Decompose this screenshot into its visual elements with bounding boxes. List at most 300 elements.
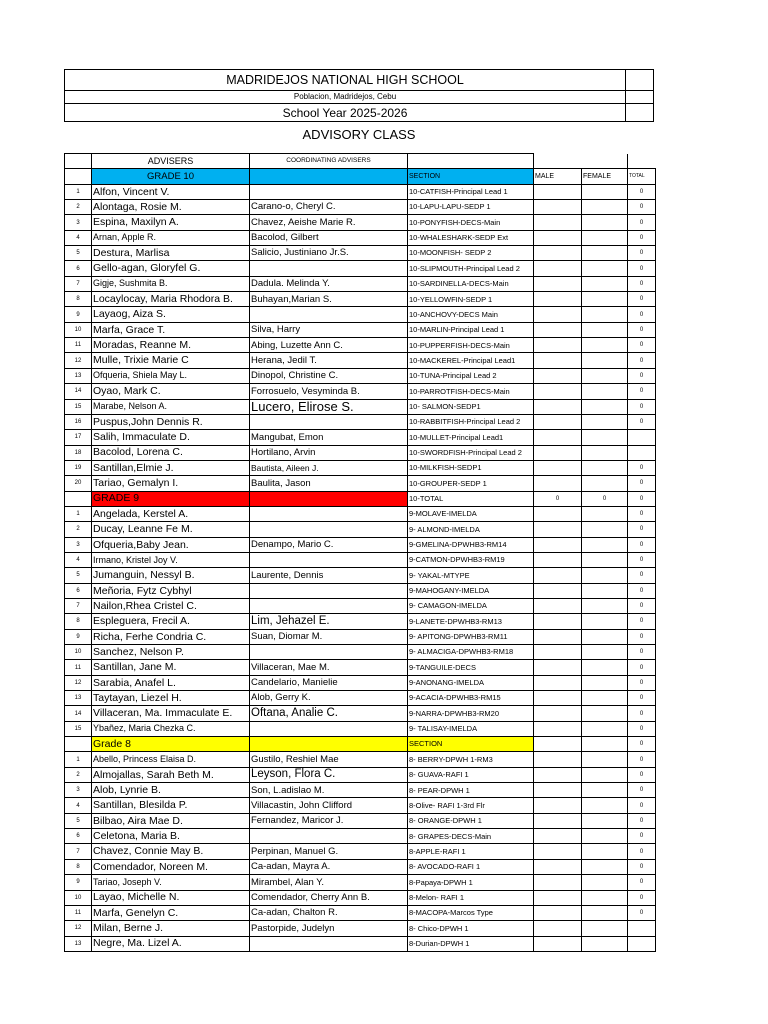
section-name: 9-TANGUILE-DECS	[408, 660, 534, 675]
row-number: 11	[65, 660, 92, 675]
row-number: 12	[65, 675, 92, 690]
row-number: 6	[65, 583, 92, 598]
col-advisers: ADVISERS	[92, 154, 250, 169]
adviser-name: Abello, Princess Elaisa D.	[92, 752, 250, 767]
section-name: 10-GROUPER-SEDP 1	[408, 476, 534, 491]
adviser-name: Layao, Michelle N.	[92, 890, 250, 905]
section-cell: SECTION	[408, 169, 534, 184]
section-name: 9-MOLAVE-IMELDA	[408, 506, 534, 521]
section-name: 9-LANETE-DPWHB3-RM13	[408, 614, 534, 629]
coordinating-adviser: Leyson, Flora C.	[250, 767, 408, 782]
table-row	[65, 445, 656, 460]
male-cell	[534, 783, 582, 798]
female-cell	[582, 583, 628, 598]
female-cell	[582, 783, 628, 798]
row-number: 2	[65, 200, 92, 215]
coordinating-adviser	[250, 552, 408, 567]
total-cell: 0	[628, 706, 656, 721]
table-row	[65, 921, 656, 936]
row-number: 4	[65, 798, 92, 813]
table-row	[65, 936, 656, 951]
adviser-name: Layaog, Aiza S.	[92, 307, 250, 322]
school-address: Poblacion, Madridejos, Cebu	[65, 91, 626, 104]
grade-coord-cell	[250, 169, 408, 184]
grade-header-row	[65, 737, 656, 752]
adviser-name: Salih, Immaculate D.	[92, 430, 250, 445]
table-row	[65, 859, 656, 874]
table-row	[65, 783, 656, 798]
section-cell: 10-TOTAL	[408, 491, 534, 506]
adviser-name: Moradas, Reanne M.	[92, 338, 250, 353]
coordinating-adviser: Baulita, Jason	[250, 476, 408, 491]
total-cell: 0	[628, 675, 656, 690]
column-header-row	[65, 154, 656, 169]
row-number: 4	[65, 552, 92, 567]
grade-header-row	[65, 169, 656, 184]
coordinating-adviser: Pastorpide, Judelyn	[250, 921, 408, 936]
total-cell: 0	[628, 230, 656, 245]
female-cell	[582, 645, 628, 660]
coordinating-adviser	[250, 936, 408, 951]
row-number: 10	[65, 890, 92, 905]
section-name: 8-MACOPA-Marcos Type	[408, 905, 534, 920]
total-cell: 0	[628, 798, 656, 813]
table-row	[65, 384, 656, 399]
total-cell: 0	[628, 752, 656, 767]
section-name: 10-MULLET-Principal Lead1	[408, 430, 534, 445]
female-cell	[582, 230, 628, 245]
row-number: 10	[65, 322, 92, 337]
total-cell: 0	[628, 691, 656, 706]
row-number: 8	[65, 859, 92, 874]
coordinating-adviser	[250, 261, 408, 276]
row-number: 10	[65, 645, 92, 660]
row-number	[65, 737, 92, 752]
row-number	[65, 491, 92, 506]
section-name: 8- PEAR-DPWH 1	[408, 783, 534, 798]
total-cell: 0	[628, 783, 656, 798]
table-row	[65, 767, 656, 782]
female-cell	[582, 798, 628, 813]
table-row	[65, 706, 656, 721]
total-cell: 0	[628, 568, 656, 583]
adviser-name: Milan, Berne J.	[92, 921, 250, 936]
male-cell	[534, 399, 582, 414]
total-cell	[628, 430, 656, 445]
total-cell: 0	[628, 399, 656, 414]
row-number: 8	[65, 614, 92, 629]
section-name: 8-Melon- RAFI 1	[408, 890, 534, 905]
total-cell: 0	[628, 614, 656, 629]
female-cell	[582, 737, 628, 752]
table-row	[65, 338, 656, 353]
row-number: 12	[65, 353, 92, 368]
section-name: 9- TALISAY-IMELDA	[408, 721, 534, 736]
school-header	[64, 69, 654, 122]
adviser-name: Ybañez, Maria Chezka C.	[92, 721, 250, 736]
adviser-name: Santillan,Elmie J.	[92, 460, 250, 475]
section-name: 9- CAMAGON-IMELDA	[408, 598, 534, 613]
section-name: 8-Olive- RAFI 1-3rd Flr	[408, 798, 534, 813]
male-cell	[534, 522, 582, 537]
adviser-name: Nailon,Rhea Cristel C.	[92, 598, 250, 613]
row-number: 13	[65, 691, 92, 706]
coordinating-adviser	[250, 598, 408, 613]
male-cell	[534, 307, 582, 322]
female-cell	[582, 752, 628, 767]
male-cell	[534, 645, 582, 660]
table-row	[65, 614, 656, 629]
adviser-name: Sanchez, Nelson P.	[92, 645, 250, 660]
section-name: 8- AVOCADO-RAFI 1	[408, 859, 534, 874]
row-number: 3	[65, 215, 92, 230]
male-cell	[534, 721, 582, 736]
row-number: 12	[65, 921, 92, 936]
adviser-name: Meñoria, Fytz Cybhyl	[92, 583, 250, 598]
male-cell	[534, 384, 582, 399]
female-cell	[582, 246, 628, 261]
row-number: 3	[65, 537, 92, 552]
table-row	[65, 844, 656, 859]
female-cell	[582, 552, 628, 567]
male-cell	[534, 921, 582, 936]
male-cell	[534, 936, 582, 951]
table-row	[65, 675, 656, 690]
section-name: 10-PARROTFISH-DECS-Main	[408, 384, 534, 399]
section-name: 9-ACACIA-DPWHB3-RM15	[408, 691, 534, 706]
total-cell: 0	[628, 813, 656, 828]
coordinating-adviser: Mangubat, Emon	[250, 430, 408, 445]
female-cell	[582, 875, 628, 890]
adviser-name: Marfa, Grace T.	[92, 322, 250, 337]
grade-coord-cell	[250, 491, 408, 506]
male-cell	[534, 598, 582, 613]
female-cell	[582, 338, 628, 353]
section-name: 8-APPLE-RAFI 1	[408, 844, 534, 859]
male-cell	[534, 660, 582, 675]
row-number: 7	[65, 844, 92, 859]
row-number: 11	[65, 338, 92, 353]
total-cell	[628, 936, 656, 951]
female-cell	[582, 261, 628, 276]
female-cell	[582, 675, 628, 690]
table-row	[65, 261, 656, 276]
male-cell	[534, 338, 582, 353]
adviser-name: Espina, Maxilyn A.	[92, 215, 250, 230]
table-row	[65, 307, 656, 322]
total-cell: 0	[628, 200, 656, 215]
male-cell	[534, 215, 582, 230]
female-cell	[582, 522, 628, 537]
female-cell	[582, 307, 628, 322]
row-number: 9	[65, 307, 92, 322]
total-cell: 0	[628, 767, 656, 782]
female-cell	[582, 706, 628, 721]
section-name: 8- ORANGE-DPWH 1	[408, 813, 534, 828]
row-number: 1	[65, 752, 92, 767]
total-cell: 0	[628, 645, 656, 660]
table-row	[65, 645, 656, 660]
male-cell	[534, 875, 582, 890]
male-cell	[534, 829, 582, 844]
section-name: 8-Durian-DPWH 1	[408, 936, 534, 951]
male-cell	[534, 537, 582, 552]
coordinating-adviser	[250, 414, 408, 429]
male-cell	[534, 629, 582, 644]
section-name: 10-SARDINELLA-DECS-Main	[408, 276, 534, 291]
adviser-name: Arnan, Apple R.	[92, 230, 250, 245]
adviser-name: Tariao, Gemalyn I.	[92, 476, 250, 491]
coordinating-adviser: Alob, Gerry K.	[250, 691, 408, 706]
row-number: 5	[65, 568, 92, 583]
coordinating-adviser: Buhayan,Marian S.	[250, 292, 408, 307]
grade-label: GRADE 10	[92, 169, 250, 184]
row-number: 1	[65, 506, 92, 521]
table-row	[65, 353, 656, 368]
total-cell: 0	[628, 338, 656, 353]
female-cell	[582, 598, 628, 613]
female-cell: 0	[582, 491, 628, 506]
grade-header-row	[65, 491, 656, 506]
female-cell	[582, 430, 628, 445]
total-cell: 0	[628, 829, 656, 844]
female-cell	[582, 506, 628, 521]
section-name: 10-PUPPERFISH-DECS-Main	[408, 338, 534, 353]
female-cell	[582, 660, 628, 675]
coordinating-adviser: Candelario, Manielie	[250, 675, 408, 690]
adviser-name: Irmano, Kristel Joy V.	[92, 552, 250, 567]
total-cell: 0	[628, 276, 656, 291]
male-cell	[534, 292, 582, 307]
male-cell	[534, 752, 582, 767]
male-cell	[534, 552, 582, 567]
adviser-name: Oyao, Mark C.	[92, 384, 250, 399]
female-cell	[582, 476, 628, 491]
female-cell	[582, 322, 628, 337]
female-cell	[582, 936, 628, 951]
total-cell: 0	[628, 460, 656, 475]
row-number: 9	[65, 875, 92, 890]
total-cell	[628, 921, 656, 936]
female-cell	[582, 691, 628, 706]
section-name: 9-CATMON-DPWHB3-RM19	[408, 552, 534, 567]
coordinating-adviser: Mirambel, Alan Y.	[250, 875, 408, 890]
row-number: 15	[65, 399, 92, 414]
adviser-name: Celetona, Maria B.	[92, 829, 250, 844]
female-cell	[582, 829, 628, 844]
coordinating-adviser: Oftana, Analie C.	[250, 706, 408, 721]
total-cell: 0	[628, 384, 656, 399]
adviser-name: Bacolod, Lorena C.	[92, 445, 250, 460]
section-name: 8- GUAVA-RAFI 1	[408, 767, 534, 782]
adviser-name: Bilbao, Aira Mae D.	[92, 813, 250, 828]
row-number: 18	[65, 445, 92, 460]
coordinating-adviser: Abing, Luzette Ann C.	[250, 338, 408, 353]
coordinating-adviser: Lim, Jehazel E.	[250, 614, 408, 629]
total-cell: 0	[628, 552, 656, 567]
advisory-table	[64, 153, 656, 952]
section-name: 8- GRAPES-DECS-Main	[408, 829, 534, 844]
table-row	[65, 522, 656, 537]
male-cell	[534, 890, 582, 905]
section-name: 10-MILKFISH-SEDP1	[408, 460, 534, 475]
adviser-name: Locaylocay, Maria Rhodora B.	[92, 292, 250, 307]
total-cell: 0	[628, 506, 656, 521]
coordinating-adviser: Ca-adan, Chalton R.	[250, 905, 408, 920]
table-row	[65, 552, 656, 567]
coordinating-adviser: Herana, Jedil T.	[250, 353, 408, 368]
male-cell	[534, 767, 582, 782]
table-row	[65, 629, 656, 644]
adviser-name: Sarabia, Anafel L.	[92, 675, 250, 690]
female-cell	[582, 890, 628, 905]
coordinating-adviser: Fernandez, Maricor J.	[250, 813, 408, 828]
male-cell	[534, 414, 582, 429]
adviser-name: Gello-agan, Gloryfel G.	[92, 261, 250, 276]
row-number: 1	[65, 184, 92, 199]
row-number: 5	[65, 813, 92, 828]
male-cell	[534, 353, 582, 368]
section-name: 9-GMELINA-DPWHB3-RM14	[408, 537, 534, 552]
total-cell: 0	[628, 905, 656, 920]
grade-label: GRADE 9	[92, 491, 250, 506]
row-number: 4	[65, 230, 92, 245]
coordinating-adviser: Bacolod, Gilbert	[250, 230, 408, 245]
coordinating-adviser	[250, 506, 408, 521]
adviser-name: Santillan, Blesilda P.	[92, 798, 250, 813]
table-row	[65, 476, 656, 491]
row-number: 3	[65, 783, 92, 798]
coordinating-adviser	[250, 721, 408, 736]
female-cell	[582, 614, 628, 629]
total-cell: 0	[628, 629, 656, 644]
total-cell: 0	[628, 491, 656, 506]
row-number: 9	[65, 629, 92, 644]
female-cell	[582, 460, 628, 475]
row-number: 7	[65, 598, 92, 613]
male-cell: 0	[534, 491, 582, 506]
female-cell: FEMALE	[582, 169, 628, 184]
adviser-name: Espleguera, Frecil A.	[92, 614, 250, 629]
section-name: 10-PONYFISH-DECS-Main	[408, 215, 534, 230]
total-cell: 0	[628, 737, 656, 752]
total-cell: 0	[628, 522, 656, 537]
male-cell	[534, 246, 582, 261]
male-cell	[534, 184, 582, 199]
male-cell	[534, 813, 582, 828]
section-name: 9-ANONANG-IMELDA	[408, 675, 534, 690]
table-row	[65, 246, 656, 261]
section-name: 8- Chico-DPWH 1	[408, 921, 534, 936]
female-cell	[582, 813, 628, 828]
table-row	[65, 414, 656, 429]
coordinating-adviser: Silva, Harry	[250, 322, 408, 337]
total-cell: 0	[628, 307, 656, 322]
section-name: 9- ALMOND-IMELDA	[408, 522, 534, 537]
adviser-name: Ofqueria, Shiela May L.	[92, 368, 250, 383]
row-number: 13	[65, 368, 92, 383]
male-cell	[534, 460, 582, 475]
total-cell: 0	[628, 246, 656, 261]
male-cell: MALE	[534, 169, 582, 184]
total-cell: 0	[628, 261, 656, 276]
coordinating-adviser: Perpinan, Manuel G.	[250, 844, 408, 859]
coordinating-adviser: Dadula. Melinda Y.	[250, 276, 408, 291]
section-name: 10-YELLOWFIN-SEDP 1	[408, 292, 534, 307]
table-row	[65, 813, 656, 828]
female-cell	[582, 276, 628, 291]
table-row	[65, 537, 656, 552]
table-row	[65, 890, 656, 905]
adviser-name: Alob, Lynrie B.	[92, 783, 250, 798]
male-cell	[534, 322, 582, 337]
total-cell: 0	[628, 215, 656, 230]
total-cell: 0	[628, 184, 656, 199]
table-row	[65, 430, 656, 445]
female-cell	[582, 399, 628, 414]
grade-label: Grade 8	[92, 737, 250, 752]
adviser-name: Ducay, Leanne Fe M.	[92, 522, 250, 537]
female-cell	[582, 445, 628, 460]
adviser-name: Tariao, Joseph V.	[92, 875, 250, 890]
coordinating-adviser	[250, 307, 408, 322]
female-cell	[582, 368, 628, 383]
section-name: 10-WHALESHARK-SEDP Ext	[408, 230, 534, 245]
table-row	[65, 460, 656, 475]
male-cell	[534, 798, 582, 813]
table-row	[65, 660, 656, 675]
adviser-name: Marfa, Genelyn C.	[92, 905, 250, 920]
coordinating-adviser: Salicio, Justiniano Jr.S.	[250, 246, 408, 261]
table-row	[65, 399, 656, 414]
table-row	[65, 829, 656, 844]
table-row	[65, 568, 656, 583]
table-row	[65, 368, 656, 383]
table-row	[65, 721, 656, 736]
coordinating-adviser	[250, 184, 408, 199]
row-number: 5	[65, 246, 92, 261]
female-cell	[582, 629, 628, 644]
male-cell	[534, 568, 582, 583]
section-name: 10-SWORDFISH-Principal Lead 2	[408, 445, 534, 460]
adviser-name: Ofqueria,Baby Jean.	[92, 537, 250, 552]
table-row	[65, 691, 656, 706]
coordinating-adviser: Dinopol, Christine C.	[250, 368, 408, 383]
adviser-name: Destura, Marlisa	[92, 246, 250, 261]
grade-coord-cell	[250, 737, 408, 752]
total-cell: 0	[628, 537, 656, 552]
total-cell: 0	[628, 292, 656, 307]
male-cell	[534, 476, 582, 491]
row-number: 15	[65, 721, 92, 736]
row-number: 16	[65, 414, 92, 429]
coordinating-adviser: Son, L.adislao M.	[250, 783, 408, 798]
section-name: 9- ALMACIGA-DPWHB3-RM18	[408, 645, 534, 660]
table-row	[65, 292, 656, 307]
section-name: 10-TUNA-Principal Lead 2	[408, 368, 534, 383]
adviser-name: Marabe, Nelson A.	[92, 399, 250, 414]
section-name: 10- SALMON-SEDP1	[408, 399, 534, 414]
coordinating-adviser: Gustilo, Reshiel Mae	[250, 752, 408, 767]
coordinating-adviser: Chavez, Aeishe Marie R.	[250, 215, 408, 230]
row-number	[65, 169, 92, 184]
coordinating-adviser: Villaceran, Mae M.	[250, 660, 408, 675]
section-name: 10-MOONFISH- SEDP 2	[408, 246, 534, 261]
total-cell: 0	[628, 368, 656, 383]
section-name: 10-MARLIN-Principal Lead 1	[408, 322, 534, 337]
male-cell	[534, 691, 582, 706]
male-cell	[534, 200, 582, 215]
